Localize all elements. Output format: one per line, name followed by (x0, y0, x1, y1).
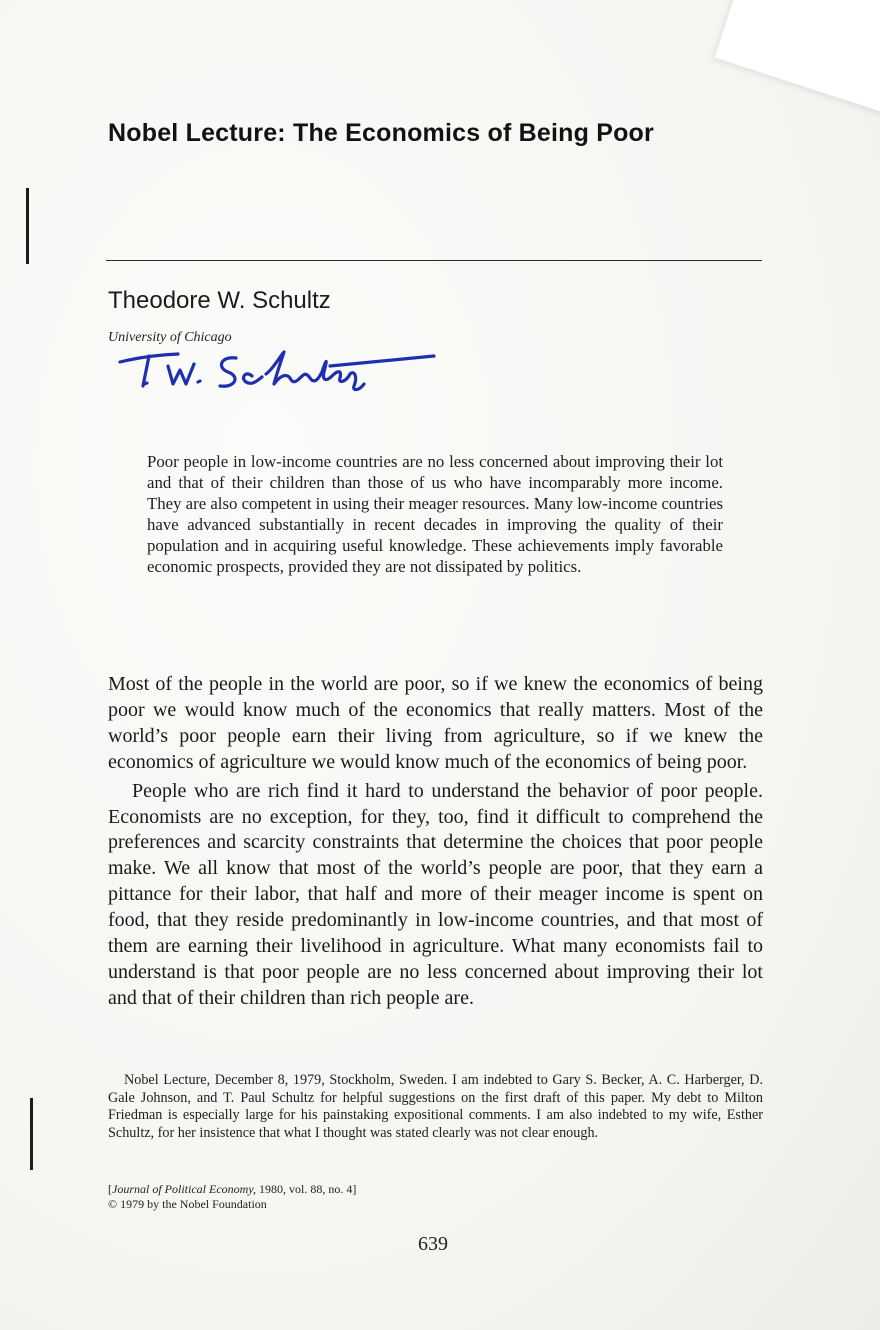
abstract: Poor people in low-income countries are no less concerned about improving their lot and that of their children than those of us who have incomparably more income. They are also competent in using their meager resources. Many low-income countries have advanced substantially in recent decades in improving the quality of their population and in acquiring useful knowledge. These achievements imply favorable economic prospects, provided they are not dissipated by politics. (147, 452, 723, 577)
journal-volume: 1980, vol. 88, no. 4] (255, 1182, 357, 1196)
margin-mark-top (26, 188, 29, 264)
body-paragraph-1: Most of the people in the world are poor, so if we knew the economics of being poor we would know much of the economics that really matters. Most of the world’s poor people earn their living from agriculture, so if we knew the economics of agriculture we would know much of the economics of being poor. (108, 673, 763, 773)
journal-citation (108, 1182, 508, 1197)
body-paragraph-2: People who are rich find it hard to understand the behavior of poor people. Economists are no exception, for they, too, find it difficult to comprehend the preferences and scarcity constraints that determine the choices that poor people make. We all know that most of the world’s people are poor, that they earn a pittance for their labor, that half and more of their meager income is spent on food, that they reside predominantly in low-income countries, and that most of them are earning their livelihood in agriculture. What many economists fail to understand is that poor people are no less concerned about improving their lot and that of their children than rich people are. (108, 779, 763, 1009)
author-affiliation: University of Chicago (108, 330, 232, 345)
source-info (108, 1182, 508, 1212)
page-corner-fold (715, 0, 880, 116)
paper-title: Nobel Lecture: The Economics of Being Poor (108, 119, 654, 147)
journal-bracket: [ (108, 1182, 112, 1196)
margin-mark-bottom (30, 1098, 33, 1170)
page-number: 639 (418, 1233, 448, 1255)
title-rule (106, 260, 762, 261)
copyright-line: © 1979 by the Nobel Foundation (108, 1197, 267, 1211)
journal-name: Journal of Political Economy, (112, 1182, 256, 1196)
footnote: Nobel Lecture, December 8, 1979, Stockholm, Sweden. I am indebted to Gary S. Becker, A. C. Harberger, D. Gale Johnson, and T. Paul Schultz for helpful suggestions on the first draft of this paper. My debt to Milton Friedman is especially large for his painstaking expositional comments. I am also indebted to my wife, Esther Schultz, for her insistence that what I thought was stated clearly was not clear enough. (108, 1072, 763, 1141)
body-text (108, 672, 763, 1012)
handwritten-signature (116, 346, 446, 398)
author-name: Theodore W. Schultz (108, 287, 331, 314)
